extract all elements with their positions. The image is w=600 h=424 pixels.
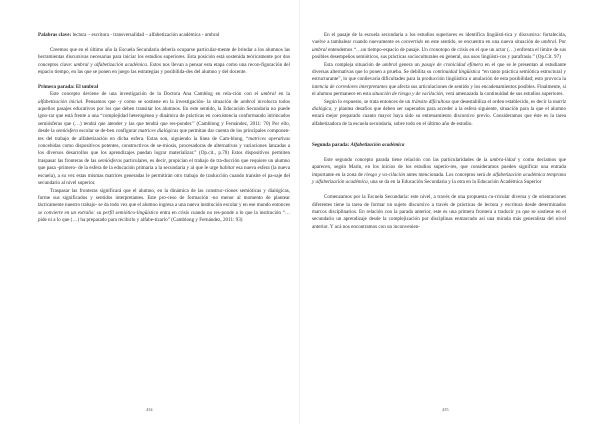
segundo-concepto-paragraph: Este segundo concepto parada tiene relación con las particularidades de la umbra-lidad y como decíamos que aparecen, según Marín, en los inicios de los estudios superio-res, que consideramos pueden significar una entrada importante en la zona de riesgo y va-cilación antes mencionada. Los conceptos será de alfabetización académica temprana y alfabetización académica, una se da en la Educación Secundaria y la otra en la Educación Académica Superior [312, 157, 566, 186]
secundaria-paragraph: Comenzamos por la Escuela Secundaria: este nivel, a través de una propuesta cu-rricular diversa y de orientaciones diferentes tiene la tarea de formar un sujeto discursivo a través de prácticas de lectura y escritura desde determinados marcos disciplinarios. En relación con la parada anterior, este es una primera frontera a traducir ya que se sostiene en el secundario un aprendizaje desde la complejización por disciplinas enmarcado así una mirada más generalista del nivel anterior. Y acá nos encontramos con un inconvenien- [312, 194, 566, 230]
fronteras-paragraph: Traspasar las fronteras significará que el alumno, en la dinámica de las construc-ciones semióticas y dialógicas, forme sus significados y sentidos interpretantes. Este pro-ceso de formación -no menor al momento de plantear tácticamente nuestro trabajo- se da todo vez que el alumno ingresa a una nueva institución escolar y en ese mundo entonces se convierte en un extraño: su perfil semiótico-lingüístico entra en crisis cuando no res-ponde a lo que la institución “…pide ni a lo que (…) ha preparado para recibirlo y alfabe-tizarlo” (Camblong y Fernández, 2011: 93) [38, 187, 290, 224]
page-number-left: 434 [146, 407, 153, 412]
section-title-umbral: Primera parada: El umbral [38, 83, 99, 90]
umbral-paragraph: Este concepto deviene de una investigación de la Doctora Ana Camblog en rela-ción con el umbral en la alfabetización inicial. Pensamos que -y como se sostiene en la investigación- la situación de umbral involucra todos aquellos pasajes educativos por los que deben transitar los alumnos. En este sentido, la Educación Secundaria no puede igno-rar que está frente a una “complejidad heterogénea y dinámica de prácticas en coexistencia conformando intrincados semiósferas que (…) tendrá que atender y las que tendrá que res-ponder.” (Camblong y Fernández, 2011: 70) Por ello, desde la semiósfera escolar se de-ben configurar matrices dialógicas que permitan dar cuenta de los principales componen-tes del trabajo de alfabetización en dicha esfera. Estas son, siguiendo la línea de Cam-blong, “matrices operativas concebidas como dispositivos potentes, constructivos de se-miosis, procesadoras de alternativas y variaciones lanzadas a los diversos desarrollos que los aprendizajes puedan lograr materializar.” (Op.cit., p.70) Estos dispositivos permiten traspasar las fronteras de las semiósferas particulares, es decir, propician el trabajo de tra-ducción que requiere un alumno que pasa -primero- de la esfera de la educación primaria a la secundaria y al que le urge habitar esa nueva esfera (la nueva escuela), a su vez estas mismas matrices generadas le permitirán otro trabajo de traducción cuando transite el pa-saje del secundario al nivel superior. [38, 91, 291, 187]
intro-paragraph: Creemos que en el último año la Escuela Secundaria debería ocuparse particular-mente de brindar a los alumnos las herramientas discursivas necesarias para iniciar los estudios superiores. Esta posición está sostenida teóricamente por dos conceptos clave: umbral y alfabetización académica. Estos nos llevan a pensar esta etapa como una recon-figuración del espacio tiempo, en las que se ponen en juego las estrategias y posibilida-des del alumno y del docente. [38, 46, 290, 76]
pasaje-paragraph: En el pasaje de la escuela secundaria a los estudios superiores es identifíca lingüísti-tica y discursiva: fortalecida, vuelve a tambalear cuando nuevamente es convertido en este sentido, se encuentra en una nueva situación de umbral. Por umbral entendemos “…un tiempo-espacio de pasaje. Un cronotopo de crisis en el que un actor (…) enfrenta el límite de sus posibles desempeños semióticos, sus prácticas socioculturales en general, sus usos lingüísti-cos y parafrasis.” (Op.Cit. 97) [312, 32, 566, 61]
transito-paragraph: Según lo expuesto, se trata entonces de un tránsito dificultoso que desestabiliza el orden establecido, es decir la matriz dialógica, y plantea desafíos que deben ser superados para acceder a la esfera siguiente, situación para la que el alumno estará mejor preparado cuanto mayor haya sido su entrenamiento discursivo previo. Consideramos que éste es la tarea alfabetizadora de la escuela secundaria, sobre todo en el último año de estudio. [312, 98, 566, 127]
keywords-label: Palabras clave: [38, 32, 72, 38]
right-page-text [312, 32, 566, 231]
left-page-text [38, 32, 290, 225]
page-number-right: 435 [442, 407, 449, 412]
situacion-paragraph: Esta compleja situación de umbral genera un pasaje de cronicidad efímera en el que se le presentan al estudiante diversas alternativas que lo ponen a prueba. Se debilita su continuidad lingüística “en tanto práctica semiótica estructural y estructurante”, lo que conllevaría dificultades para la producción lingüística o anulación de esta posibilidad; esto provoca la latencia de corredores interpretantes que afecta sus articulaciones de sentido y los encadenamientos posibles. Finalmente, si el alumno permanece en esta situación de riesgo y de vacilación, verá amenazada la continuidad de sus estudios superiores. [312, 61, 567, 98]
keywords-paragraph [38, 32, 290, 39]
keywords-text: lectura – escritura - transversalidad – alfabetización académica - umbral [71, 32, 220, 38]
section-title-alfabetizacion: Segunda parada: Alfabetización académica [312, 142, 405, 149]
right-page [300, 0, 600, 424]
